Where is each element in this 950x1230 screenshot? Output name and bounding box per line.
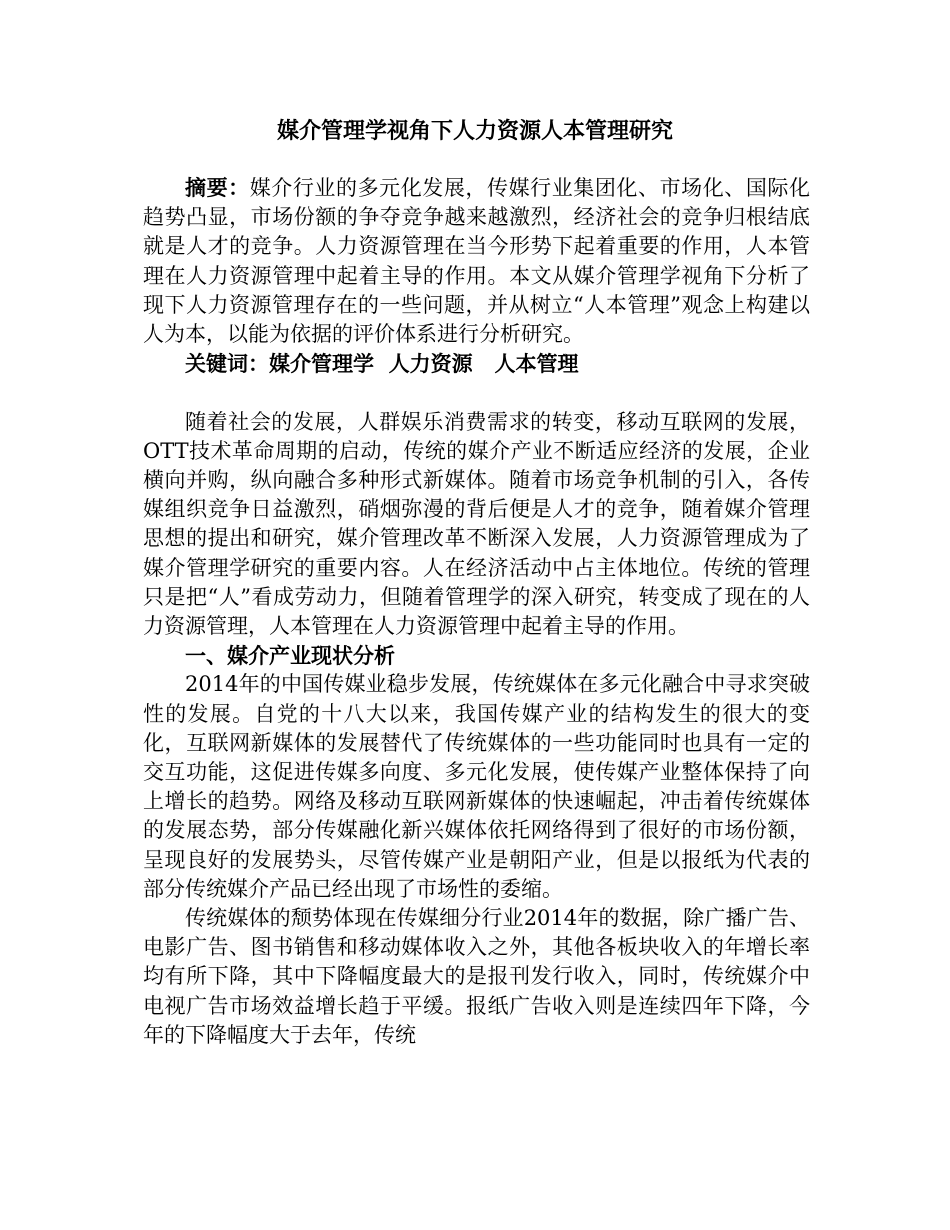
- abstract-paragraph: [143, 173, 810, 349]
- section-paragraph: 2014年的中国传媒业稳步发展，传统媒体在多元化融合中寻求突破性的发展。自党的十八大以来，我国传媒产业的结构发生的很大的变化，互联网新媒体的发展替代了传统媒体的一些功能同时也具有一定的交互功能，这促进传媒多向度、多元化发展，使传媒产业整体保持了向上增长的趋势。网络及移动互联网新媒体的快速崛起，冲击着传统媒体的发展态势，部分传媒融化新兴媒体依托网络得到了很好的市场份额，呈现良好的发展势头，尽管传媒产业是朝阳产业，但是以报纸为代表的部分传统媒介产品已经出现了市场性的委缩。: [143, 672, 810, 901]
- abstract-text: 媒介行业的多元化发展，传媒行业集团化、市场化、国际化趋势凸显，市场份额的争夺竞争越来越激烈，经济社会的竞争归根结底就是人才的竞争。人力资源管理在当今形势下起着重要的作用，人本管理在人力资源管理中起着主导的作用。本文从媒介管理学视角下分析了现下人力资源管理存在的一些问题，并从树立“人本管理”观念上构建以人为本，以能为依据的评价体系进行分析研究。: [143, 176, 811, 347]
- document-title: 媒介管理学视角下人力资源人本管理研究: [276, 118, 673, 144]
- blank-line: [143, 378, 810, 407]
- section-paragraph: 传统媒体的颓势体现在传媒细分行业2014年的数据，除广播广告、电影广告、图书销售和移动媒体收入之外，其他各板块收入的年增长率均有所下降，其中下降幅度最大的是报刊发行收入，同时，传统媒介中电视广告市场效益增长趋于平缓。报纸广告收入则是连续四年下降，今年的下降幅度大于去年，传统: [143, 906, 810, 1047]
- document-body: [143, 173, 810, 1050]
- keywords-line: 关键词：媒介管理学 人力资源 人本管理: [185, 351, 579, 377]
- section-heading: 一、媒介产业现状分析: [185, 643, 395, 669]
- intro-paragraph: 随着社会的发展，人群娱乐消费需求的转变，移动互联网的发展，OTT技术革命周期的启动，传统的媒介产业不断适应经济的发展，企业横向并购，纵向融合多种形式新媒体。随着市场竞争机制的引入，各传媒组织竞争日益激烈，硝烟弥漫的背后便是人才的竞争，随着媒介管理思想的提出和研究，媒介管理改革不断深入发展，人力资源管理成为了媒介管理学研究的重要内容。人在经济活动中占主体地位。传统的管理只是把“人”看成劳动力，但随着管理学的深入研究，转变成了现在的人力资源管理，人本管理在人力资源管理中起着主导的作用。: [143, 409, 810, 639]
- abstract-label: 摘要：: [185, 175, 250, 200]
